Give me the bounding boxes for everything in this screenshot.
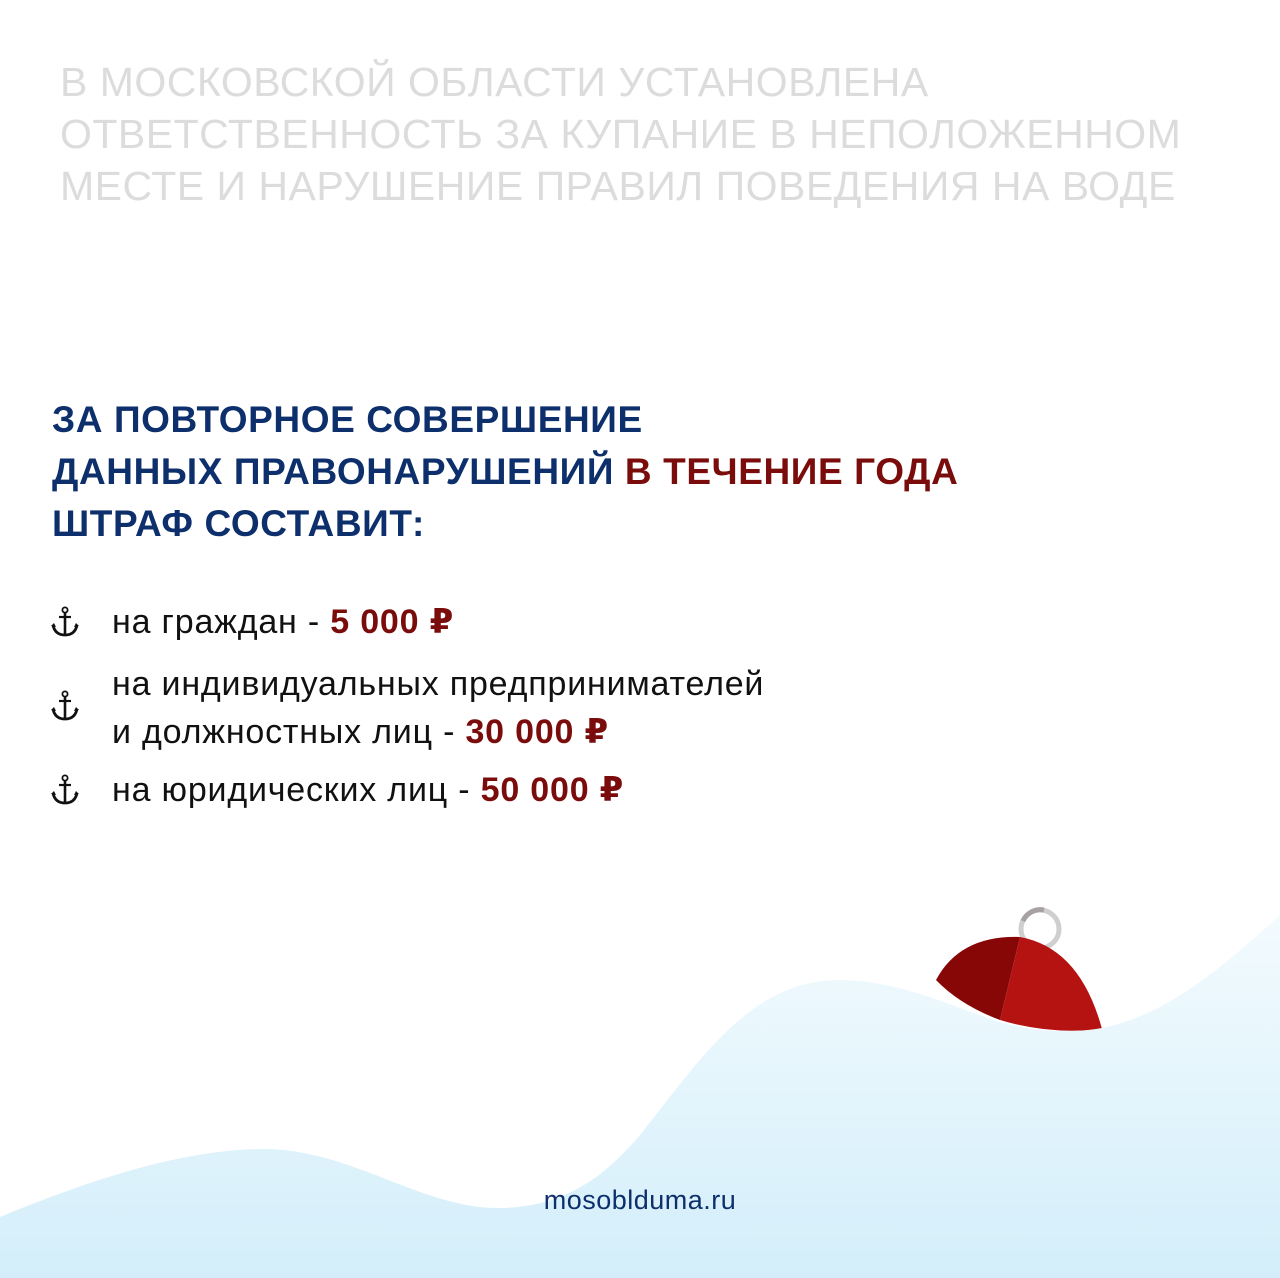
list-item (50, 660, 1050, 756)
fine-label: на юридических лиц - (112, 771, 481, 809)
headline-accent: В ТЕЧЕНИЕ ГОДА (624, 451, 959, 492)
headline-line-1: ЗА ПОВТОРНОЕ СОВЕРШЕНИЕ (52, 399, 643, 440)
anchor-icon (50, 774, 80, 806)
header-line-1: В МОСКОВСКОЙ ОБЛАСТИ УСТАНОВЛЕНА (60, 59, 929, 105)
header-line-2: ОТВЕТСТВЕННОСТЬ ЗА КУПАНИЕ В НЕПОЛОЖЕННОМ (60, 111, 1182, 157)
fine-label: и должностных лиц - (112, 713, 466, 751)
header-title (60, 56, 1240, 212)
fine-amount: 50 000 ₽ (480, 771, 625, 809)
headline-line-2 (52, 446, 1212, 498)
list-item (50, 598, 1050, 646)
fines-list (50, 598, 1050, 814)
fine-amount: 5 000 ₽ (330, 603, 455, 641)
anchor-icon (50, 690, 80, 722)
headline (52, 394, 1212, 550)
headline-line-2-main: ДАННЫХ ПРАВОНАРУШЕНИЙ (52, 451, 625, 492)
fine-amount: 30 000 ₽ (465, 713, 609, 751)
header-line-3: МЕСТЕ И НАРУШЕНИЕ ПРАВИЛ ПОВЕДЕНИЯ НА ВОДЕ (60, 163, 1176, 209)
fine-label: на граждан - (112, 603, 331, 641)
headline-line-3: ШТРАФ СОСТАВИТ: (52, 503, 425, 544)
anchor-icon (50, 606, 80, 638)
site-link[interactable]: mosoblduma.ru (543, 1185, 737, 1215)
list-item (50, 766, 1050, 814)
fine-label-line-1: на индивидуальных предпринимателей (112, 665, 765, 703)
